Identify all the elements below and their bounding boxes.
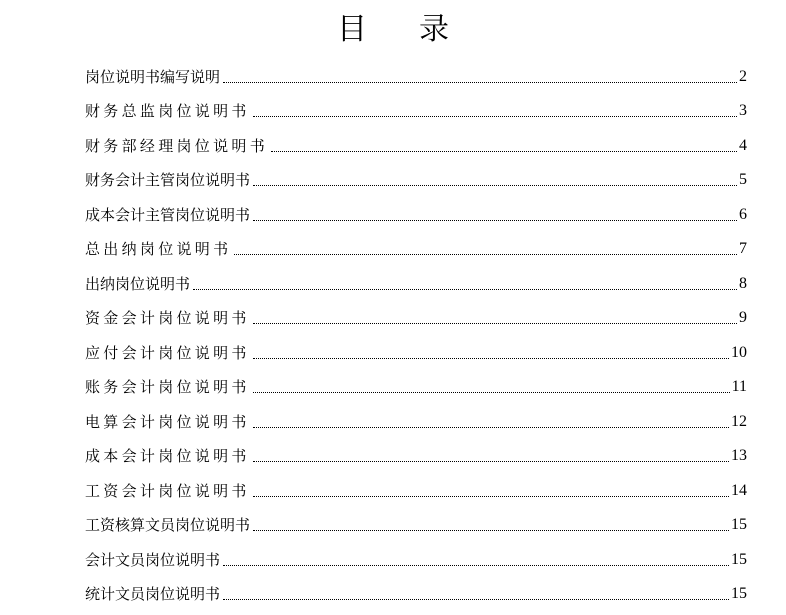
toc-entry[interactable] <box>85 576 747 611</box>
title-char-2: 录 <box>419 12 449 47</box>
dot-leader <box>271 151 737 152</box>
toc-entry-label[interactable]: 工资会计岗位说明书 <box>85 481 250 500</box>
toc-entry-label[interactable]: 财务总监岗位说明书 <box>85 102 250 120</box>
toc-entry-page[interactable]: 3 <box>739 102 747 119</box>
toc-entry-page[interactable]: 12 <box>731 412 747 430</box>
dot-leader <box>234 254 737 255</box>
dot-leader <box>253 392 730 393</box>
toc-entry-page[interactable]: 11 <box>731 378 747 395</box>
toc-entry-page[interactable]: 8 <box>739 274 747 292</box>
toc-entry-page[interactable]: 15 <box>731 516 747 533</box>
dot-leader <box>253 323 737 324</box>
toc-entry[interactable] <box>85 93 747 128</box>
toc-entry-page[interactable]: 6 <box>739 205 747 223</box>
toc-entry-label[interactable]: 会计文员岗位说明书 <box>85 550 221 569</box>
table-of-contents <box>85 58 747 610</box>
toc-entry[interactable] <box>85 162 747 197</box>
toc-entry[interactable] <box>85 541 747 576</box>
toc-entry[interactable] <box>85 438 747 473</box>
toc-entry-label[interactable]: 应付会计岗位说明书 <box>85 343 250 362</box>
dot-leader <box>223 599 729 600</box>
toc-entry[interactable] <box>85 231 747 266</box>
toc-entry-label[interactable]: 工资核算文员岗位说明书 <box>85 516 251 534</box>
toc-entry-label[interactable]: 成本会计主管岗位说明书 <box>85 205 251 224</box>
toc-entry[interactable] <box>85 300 747 335</box>
toc-entry-label[interactable]: 财务会计主管岗位说明书 <box>85 171 251 189</box>
toc-entry-page[interactable]: 10 <box>731 343 747 361</box>
toc-entry[interactable] <box>85 334 747 369</box>
toc-entry-page[interactable]: 7 <box>739 240 747 257</box>
toc-entry-label[interactable]: 总出纳岗位说明书 <box>85 240 232 258</box>
dot-leader <box>253 185 737 186</box>
dot-leader <box>253 220 737 221</box>
toc-entry-page[interactable]: 9 <box>739 309 747 326</box>
toc-entry[interactable] <box>85 265 747 300</box>
toc-entry-label[interactable]: 资金会计岗位说明书 <box>85 309 250 327</box>
toc-entry-page[interactable]: 2 <box>739 67 747 85</box>
toc-entry-page[interactable]: 5 <box>739 171 747 188</box>
toc-entry-page[interactable]: 15 <box>731 550 747 568</box>
toc-entry[interactable] <box>85 127 747 162</box>
dot-leader <box>253 116 737 117</box>
toc-entry[interactable] <box>85 472 747 507</box>
toc-entry-page[interactable]: 13 <box>731 447 747 464</box>
toc-entry-label[interactable]: 岗位说明书编写说明 <box>85 67 221 86</box>
dot-leader <box>223 82 737 83</box>
toc-entry-label[interactable]: 账务会计岗位说明书 <box>85 378 250 396</box>
dot-leader <box>193 289 737 290</box>
toc-entry-label[interactable]: 电算会计岗位说明书 <box>85 412 250 431</box>
dot-leader <box>223 565 729 566</box>
page-title <box>0 8 786 52</box>
toc-entry-label[interactable]: 财务部经理岗位说明书 <box>85 136 269 155</box>
toc-entry-label[interactable]: 出纳岗位说明书 <box>85 274 191 293</box>
toc-entry[interactable] <box>85 196 747 231</box>
toc-entry[interactable] <box>85 507 747 542</box>
toc-entry-label[interactable]: 统计文员岗位说明书 <box>85 585 221 603</box>
toc-entry[interactable] <box>85 403 747 438</box>
dot-leader <box>253 358 729 359</box>
dot-leader <box>253 530 729 531</box>
toc-entry-page[interactable]: 4 <box>739 136 747 154</box>
title-char-1: 目 <box>337 12 367 47</box>
toc-entry[interactable] <box>85 58 747 93</box>
dot-leader <box>253 461 729 462</box>
dot-leader <box>253 427 729 428</box>
toc-entry-page[interactable]: 14 <box>731 481 747 499</box>
toc-entry[interactable] <box>85 369 747 404</box>
toc-entry-label[interactable]: 成本会计岗位说明书 <box>85 447 250 465</box>
dot-leader <box>253 496 729 497</box>
toc-entry-page[interactable]: 15 <box>731 585 747 602</box>
